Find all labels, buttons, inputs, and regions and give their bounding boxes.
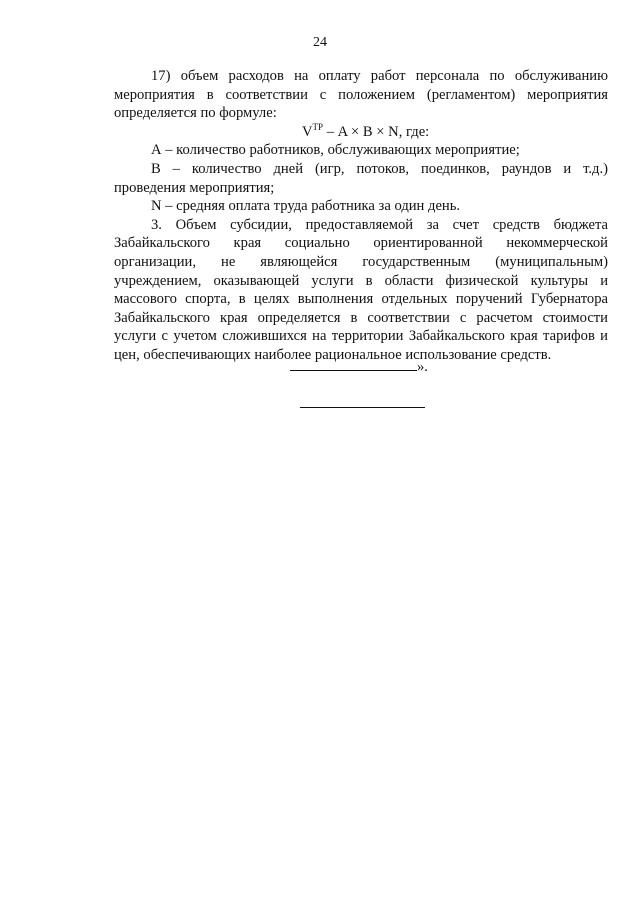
formula-superscript: ТР <box>312 121 324 132</box>
closing-quote-line <box>290 358 428 376</box>
formula-variable: V <box>302 123 313 140</box>
definition-a: А – количество работников, обслуживающих мероприятие; <box>151 142 520 159</box>
end-separator-line <box>300 407 425 408</box>
definition-b: В – количество дней (игр, потоков, поединков, раундов и т.д.) проведения мероприятия; <box>114 160 608 196</box>
definition-n: N – средняя оплата труда работника за один день. <box>151 198 461 215</box>
formula <box>114 123 608 142</box>
document-body <box>114 67 608 365</box>
page-number: 24 <box>313 35 327 50</box>
signature-blank-line <box>290 358 417 371</box>
item-3-paragraph: 3. Объем субсидии, предоставляемой за счет средств бюджета Забайкальского края социально ориентированной некоммерческой организации, не являющейся государственным (муниципальным) учреждением, оказывающей услуги в области физической культуры и массового спорта, в целях выполнения отдельных поручений Губернатора Забайкальского края определяется в соответствии с расчетом стоимости услуги с учетом сложившихся на территории Забайкальского края тарифов и цен, обеспечивающих наиболее рациональное использование средств. <box>114 216 608 363</box>
item-17-intro: 17) объем расходов на оплату работ персонала по обслуживанию мероприятия в соответствии с положением (регламентом) мероприятия определяется по формуле: <box>114 68 608 122</box>
closing-quote-mark: ». <box>417 359 428 375</box>
formula-expression: – A × B × N, где: <box>323 123 430 140</box>
